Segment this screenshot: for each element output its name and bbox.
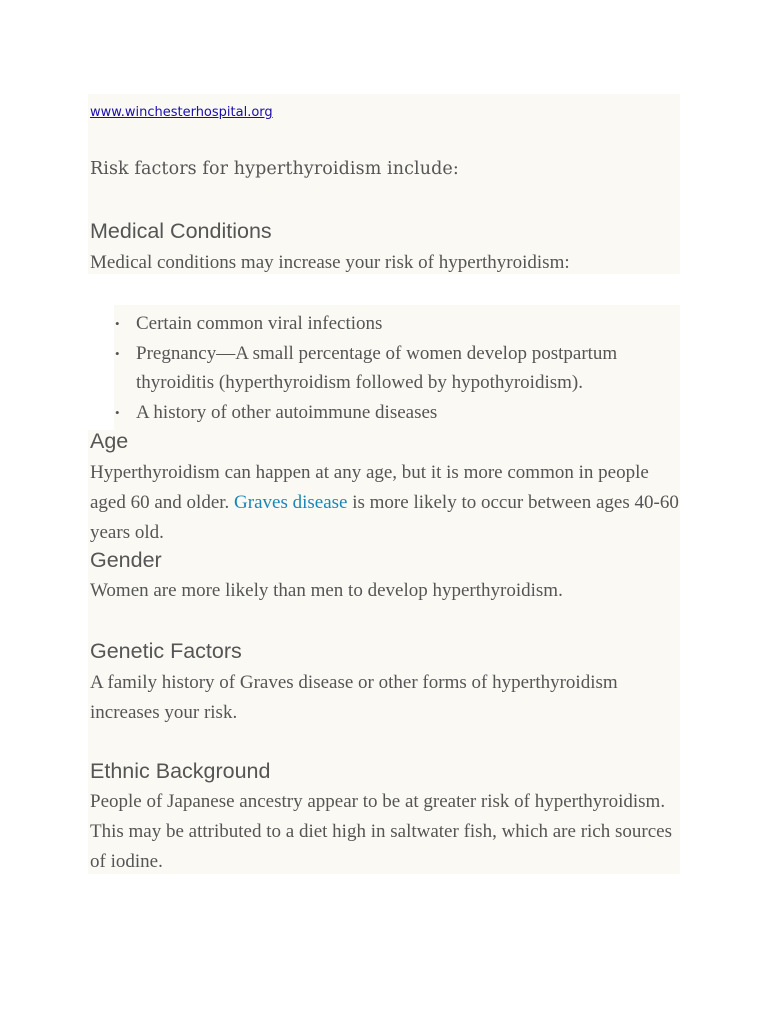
gender-text: Women are more likely than men to develop hyperthyroidism.: [90, 580, 563, 601]
medical-conditions-text: Medical conditions may increase your risk of hyperthyroidism:: [90, 252, 570, 273]
list-item: [114, 339, 674, 398]
graves-disease-link[interactable]: Graves disease: [234, 492, 348, 513]
medical-conditions-heading: Medical Conditions: [90, 219, 272, 243]
age-heading: Age: [90, 429, 129, 453]
gender-heading: Gender: [90, 548, 162, 572]
list-item-text: Pregnancy—A small percentage of women develop postpartum thyroiditis (hyperthyroidism followed by hypothyroidism).: [136, 342, 618, 393]
medical-conditions-list: [114, 309, 674, 427]
source-link[interactable]: www.winchesterhospital.org: [90, 105, 273, 120]
age-text: [90, 458, 680, 548]
list-item-text: Certain common viral infections: [136, 313, 383, 334]
ethnic-background-text: People of Japanese ancestry appear to be at greater risk of hyperthyroidism. This may be attributed to a diet high in saltwater fish, which are rich sources of iodine.: [90, 791, 672, 872]
bullet-icon: •: [115, 345, 120, 361]
age-text-start: Hyperthyroidism can happen at any age, but it is more common in people aged 60 and older.: [90, 462, 649, 513]
intro-heading: Risk factors for hyperthyroidism include:: [90, 159, 459, 179]
list-item: [114, 398, 674, 428]
list-item: [114, 309, 674, 339]
content-background-top: [88, 94, 680, 274]
age-text-end: is more likely to occur between ages 40-60 years old.: [90, 492, 679, 543]
genetic-factors-heading: Genetic Factors: [90, 639, 242, 663]
bullet-icon: •: [115, 404, 120, 420]
genetic-factors-text: A family history of Graves disease or other forms of hyperthyroidism increases your risk.: [90, 672, 618, 723]
ethnic-background-heading: Ethnic Background: [90, 759, 271, 783]
bullet-icon: •: [115, 316, 120, 331]
list-item-text: A history of other autoimmune diseases: [136, 401, 438, 423]
